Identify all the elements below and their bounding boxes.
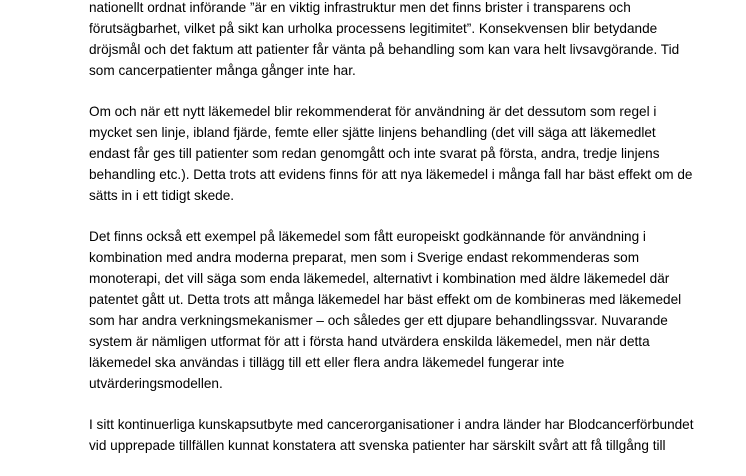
paragraph-2	[89, 101, 693, 206]
text-line: Om och när ett nytt läkemedel blir rekommenderat för användning är det dessutom som regel i	[89, 104, 657, 119]
text-line: sätts in i ett tidigt skede.	[89, 188, 235, 203]
text-line: förutsägbarhet, vilket på sikt kan urholka processens legitimitet”. Konsekvensen blir betydande	[89, 21, 658, 36]
text-line: utvärderingsmodellen.	[89, 376, 223, 391]
paragraph-4	[89, 414, 694, 456]
paragraph-1	[89, 0, 680, 81]
text-line: kombination med andra moderna preparat, men som i Sverige endast rekommenderas som	[89, 250, 640, 265]
text-line: monoterapi, det vill säga som enda läkemedel, alternativt i kombination med äldre läkemedel där	[89, 271, 670, 286]
text-line: system är nämligen utformat för att i första hand utvärdera enskilda läkemedel, men när detta	[89, 334, 650, 349]
text-line: som cancerpatienter många gånger inte har.	[89, 63, 356, 78]
text-line: dröjsmål och det faktum att patienter får vänta på behandling som kan vara helt livsavgörande. Tid	[89, 42, 680, 57]
text-line: Det finns också ett exempel på läkemedel som fått europeiskt godkännande för användning i	[89, 229, 646, 244]
text-line: nationellt ordnat införande ”är en viktig infrastruktur men det finns brister i transparens och	[89, 0, 631, 15]
text-line: I sitt kontinuerliga kunskapsutbyte med cancerorganisationer i andra länder har Blodcancerförbundet	[89, 417, 694, 432]
text-line: som har andra verkningsmekanismer – och således ger ett djupare behandlingssvar. Nuvarande	[89, 313, 668, 328]
text-line: endast får ges till patienter som redan genomgått och inte svarat på första, andra, tredje linjens	[89, 146, 660, 161]
paragraph-3	[89, 226, 682, 394]
text-line: behandling etc.). Detta trots att evidens finns för att nya läkemedel i många fall har bäst effekt om de	[89, 167, 693, 182]
text-line: läkemedel ska användas i tillägg till ett eller flera andra läkemedel fungerar inte	[89, 355, 565, 370]
text-line: patentet gått ut. Detta trots att många läkemedel har bäst effekt om de kombineras med läkemedel	[89, 292, 682, 307]
body-text	[89, 0, 694, 476]
text-line: vid upprepade tillfällen kunnat konstatera att svenska patienter har särskilt svårt att få tillgång till	[89, 438, 666, 453]
text-line: mycket sen linje, ibland fjärde, femte eller sjätte linjens behandling (det vill säga att läkemedlet	[89, 125, 656, 140]
